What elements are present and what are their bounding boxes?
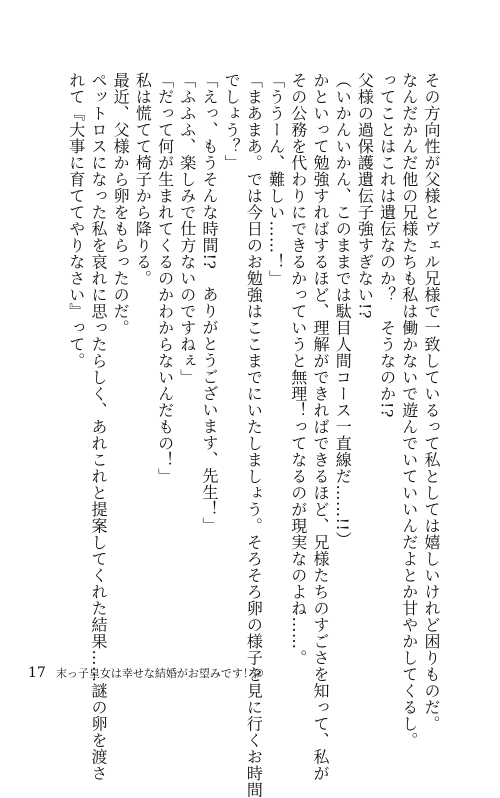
text-line: 「だって何が生まれてくるのかわからないんだもの！」 (155, 72, 175, 485)
text-line: かといって勉強すればするほど、理解ができればできるほど、兄様たちのすごさを知って、私が (310, 72, 330, 782)
page-footer (28, 665, 264, 681)
text-line: でしょう？」 (222, 72, 242, 171)
text-line: れて『大事に育ててやりなさい』って。 (66, 72, 86, 369)
text-line: なんだかんだ他の兄様たちも私は働かないで遊んでいていいんだよとか甘やかしてくるし。 (399, 72, 419, 749)
text-line: （いかんいかん、このままでは駄目人間コース一直線だ……!!） (333, 72, 353, 548)
text-line: その公務を代わりにできるかっていうと無理！ってなるのが現実なのよね……。 (288, 72, 308, 666)
text-line: ペットロスになった私を哀れに思ったらしく、あれこれと提案してくれた結果……謎の卵を渡さ (88, 72, 108, 782)
text-line: 「えっ、もうそんな時間!? ありがとうございます、先生！」 (199, 72, 219, 534)
text-line: 父様の過保護遺伝子強すぎない!? (355, 72, 375, 320)
text-line: 最近、父様から卵をもらったのだ。 (111, 72, 131, 336)
text-line: 「まあまあ。では今日のお勉強はここまでにいたしましょう。そろそろ卵の様子を見に行くお時間 (244, 72, 264, 798)
text-line: ってことはこれは遺伝なのか？ そうなのか!? (377, 72, 397, 419)
page-number: 17 (28, 665, 46, 681)
text-line: 「ふふふ、楽しみで仕方ないのですねぇ」 (177, 72, 197, 386)
text-line: 「ううーん、難しい……！」 (266, 72, 286, 287)
text-line: その方向性が父様とヴェル兄様で一致しているって私としては嬉しいけれど困りものだ。 (422, 72, 441, 732)
book-title: 末っ子皇女は幸せな結婚がお望みです！② (55, 667, 264, 680)
text-line: 私は慌てて椅子から降りる。 (133, 72, 153, 287)
